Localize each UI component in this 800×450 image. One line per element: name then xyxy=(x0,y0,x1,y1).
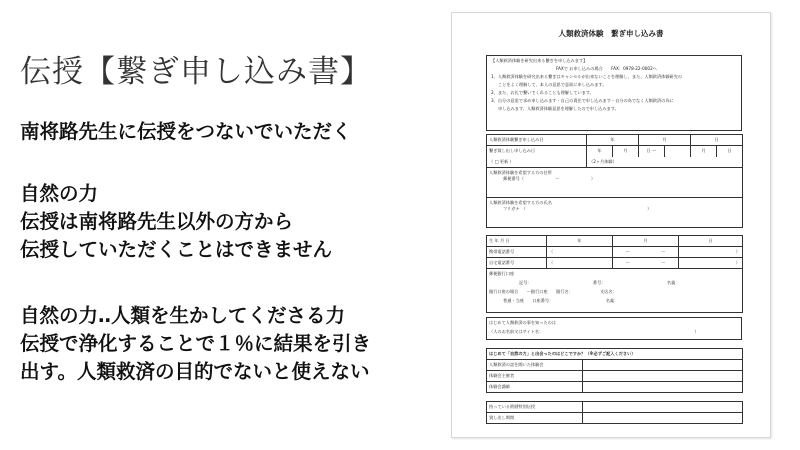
bank-field xyxy=(487,269,743,313)
dash: ー xyxy=(625,260,630,265)
form-table-dates xyxy=(486,134,743,228)
year-label: 年 xyxy=(547,236,613,247)
slide-title: 伝授【繋ぎ申し込み書】 xyxy=(20,54,372,90)
notice-item: 1、人類救済体験を研究出来る繋ぎはキャンセルが出来ないことを理解し、また、人類救済体験研究の xyxy=(491,74,683,79)
text-line: 自然の力‥人類を生かしてくださる力 xyxy=(20,304,346,327)
field-value xyxy=(583,360,743,371)
dash xyxy=(613,258,679,269)
notice-fax: FAXで お申し込みの場合 FAX：0978-22-0002へ xyxy=(556,66,657,71)
text-line: 自然の力 xyxy=(20,182,99,205)
field-value xyxy=(583,413,743,424)
close-paren: ） xyxy=(647,206,652,211)
form-row xyxy=(487,402,743,413)
paragraph-2 xyxy=(20,180,460,264)
spacer-cell xyxy=(665,146,691,157)
renew-checkbox-label: （ □ 更新 ） xyxy=(487,157,587,168)
bank-type-line: 普通・当座 口座番号： 名義： xyxy=(503,298,619,303)
year-label: 年 xyxy=(587,135,639,146)
field-label: 郵便銀行口座 xyxy=(489,271,515,276)
field-label: はじめて人類救済の事を知ったのは xyxy=(489,320,557,325)
close-paren: ） xyxy=(694,329,699,334)
field-value xyxy=(583,371,743,382)
day-label: 日 xyxy=(691,135,743,146)
month-label: 月 xyxy=(691,146,717,157)
bank-branch-line: 銀行口座の場合 ー銀行口座 銀行名： 支店名： xyxy=(489,289,617,294)
form-row xyxy=(487,382,743,393)
month-label: 月 xyxy=(639,135,691,146)
notice-item: 2、また、お礼で繋いでくれることも理解しています。 xyxy=(491,90,594,95)
close-paren: ） xyxy=(590,176,596,181)
number-label: 番号： xyxy=(592,280,606,285)
furigana-label: フリガナ （ xyxy=(503,206,526,211)
notice-heading: 【人類救済体験を研究出来る繋ぎを申し込みます】 xyxy=(491,58,588,63)
day-label: 日 ～ xyxy=(639,146,665,157)
dash xyxy=(613,247,679,258)
field-label: 生 年 月 日 xyxy=(487,236,547,247)
how-known-field xyxy=(487,318,742,340)
field-label: 人類救済体験を希望する方の氏名 xyxy=(489,200,552,205)
field-label: 体験会講師 xyxy=(487,382,583,393)
dash: ー xyxy=(555,176,560,181)
form-row xyxy=(487,269,743,313)
field-value xyxy=(583,402,743,413)
field-label: 持っている術暦特別伝授 xyxy=(487,402,583,413)
form-row xyxy=(487,258,743,269)
form-row xyxy=(487,371,743,382)
form-row xyxy=(487,247,743,258)
field-label: 体験会主催者 xyxy=(487,371,583,382)
form-title: 人類救済体験 繋ぎ申し込み書 xyxy=(558,29,664,38)
form-table-how-known xyxy=(486,317,742,340)
field-label: 繋ぎ貸し出し申し込み日 xyxy=(487,146,587,157)
holder-name-label: 名義： xyxy=(666,280,680,285)
form-row xyxy=(487,146,743,157)
month-label: 月 xyxy=(613,146,639,157)
name-field xyxy=(487,198,743,228)
notice-item: 3、自分の意思で求め申し込みます・自己の責任で申し込みます・自分の為でなく人類救済の為に xyxy=(491,98,674,103)
form-row xyxy=(487,198,743,228)
paren-open: （ xyxy=(547,258,613,269)
how-known-sub-label: （人のお名前又はサイト名： xyxy=(489,329,544,334)
form-row xyxy=(487,349,743,360)
field-value xyxy=(583,382,743,393)
how-known-sub xyxy=(489,326,739,335)
postal-line xyxy=(489,176,740,182)
paren-open: （ xyxy=(547,247,613,258)
text-line: 伝授していただくことはできません xyxy=(20,238,333,261)
text-line: 伝授で浄化することで１％に結果を引き xyxy=(20,332,372,355)
text-line: 南将路先生に伝授をつないでいただく xyxy=(20,120,352,143)
dash: ー xyxy=(661,260,666,265)
form-table-contact xyxy=(486,235,743,313)
address-field xyxy=(487,168,743,198)
paragraph-3 xyxy=(20,302,460,386)
furigana-line xyxy=(489,206,740,212)
day-label: 日 xyxy=(717,146,743,157)
dash: ー xyxy=(661,249,666,254)
form-row xyxy=(487,236,743,247)
notice-item: ことをよく理解して、本人の意思で意欲に申し込みます。 xyxy=(498,82,607,87)
field-label: 自宅電話番号 xyxy=(487,258,547,269)
close-paren: ） xyxy=(679,247,743,258)
form-row xyxy=(487,360,743,371)
day-label: 日 xyxy=(679,236,743,247)
year-label: 年 xyxy=(587,146,613,157)
form-row xyxy=(487,135,743,146)
form-row xyxy=(487,413,743,424)
form-row xyxy=(487,168,743,198)
postal-label: 郵便番号（ xyxy=(503,176,524,181)
field-label: 携帯電話番号 xyxy=(487,247,547,258)
paragraph-1 xyxy=(20,118,460,146)
form-table-encounter xyxy=(486,348,743,393)
bank-postal-line xyxy=(489,277,740,286)
code-label: 記号： xyxy=(519,280,532,285)
form-table-holder xyxy=(486,401,743,424)
lend-note: （2ヶ月体験） xyxy=(587,157,743,168)
text-line: 出す。人類救済の目的でないと使えない xyxy=(20,360,370,383)
form-row xyxy=(487,157,743,168)
field-label: 貸し出し期間 xyxy=(487,413,583,424)
field-label: 人類救済体験を希望する方の住所 xyxy=(489,170,552,175)
dash: ー xyxy=(625,249,630,254)
notice-item: 申し込みます。人類救済体験意思を理解したので申し込みます。 xyxy=(498,106,619,111)
application-form-image xyxy=(451,12,771,438)
close-paren: ） xyxy=(679,258,743,269)
text-line: 伝授は南将路先生以外の方から xyxy=(20,210,294,233)
month-label: 月 xyxy=(613,236,679,247)
field-label: 人類救済の話を聞いた体験会 xyxy=(487,360,583,371)
encounter-heading: はじめて「自然の力」と出会ったのはどこですか？（※必ずご記入ください） xyxy=(487,349,743,360)
form-notice-box xyxy=(486,55,742,131)
form-row xyxy=(487,318,742,340)
field-label: 人類救済体験繋ぎ申し込み日 xyxy=(487,135,587,146)
